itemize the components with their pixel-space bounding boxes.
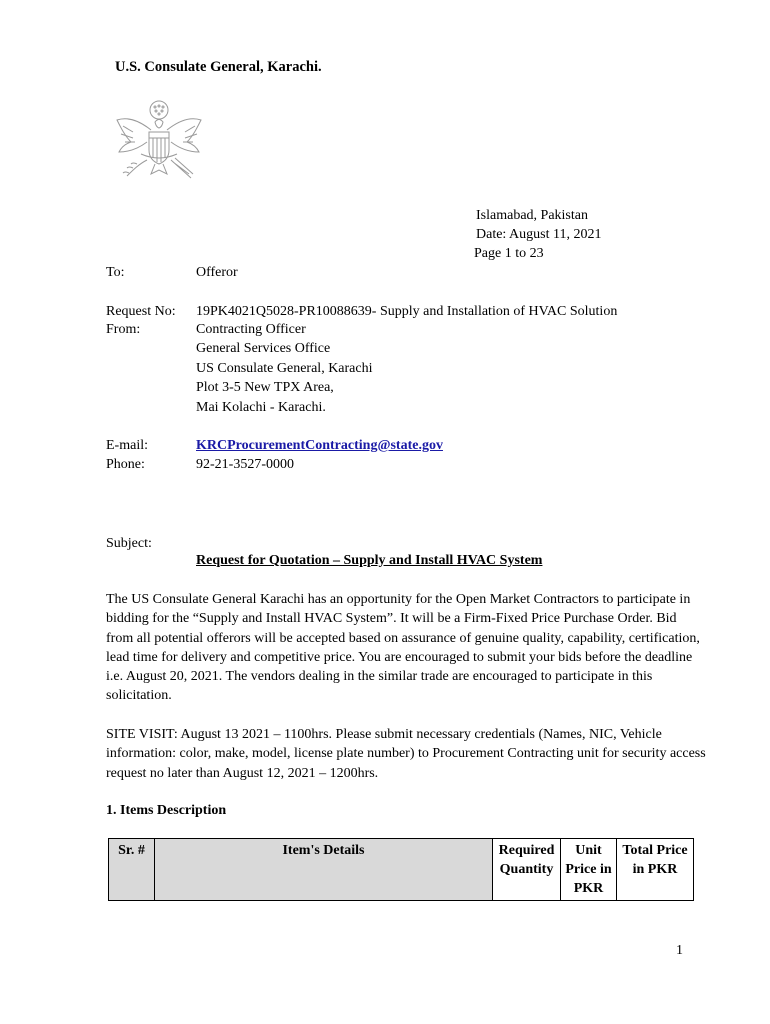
- table-header-sr: [109, 839, 155, 901]
- from-line: US Consulate General, Karachi: [196, 361, 373, 376]
- page-range: Page 1 to 23: [474, 246, 544, 261]
- header-line: Unit: [575, 843, 602, 858]
- subject-title: Request for Quotation – Supply and Install HVAC System: [196, 553, 543, 568]
- to-label: To:: [106, 265, 125, 280]
- header-line: in PKR: [632, 862, 678, 877]
- body-paragraph-intro: The US Consulate General Karachi has an opportunity for the Open Market Contractors to participate in bidding for the “Supply and Install HVAC System”. It will be a Firm-Fixed Price Purchase Order. Bid from all potential offerors will be accepted based on assurance of genuine quality, capability, certification, lead time for delivery and competitive price. You are encouraged to submit your bids before the deadline i.e. August 20, 2021. The vendors dealing in the similar trade are encouraged to participate in this solicitation.: [106, 592, 700, 704]
- phone-label: Phone:: [106, 457, 145, 472]
- table-header-unit-price: [561, 839, 617, 901]
- email-link[interactable]: KRCProcurementContracting@state.gov: [196, 438, 443, 453]
- location-city: Islamabad, Pakistan: [476, 208, 588, 223]
- header-line: PKR: [573, 881, 604, 896]
- table-header-details: [155, 839, 493, 901]
- request-number: 19PK4021Q5028-PR10088639- Supply and Installation of HVAC Solution: [196, 304, 618, 319]
- header-line: Sr. #: [118, 843, 145, 858]
- page-number: 1: [676, 943, 683, 958]
- to-value: Offeror: [196, 265, 238, 280]
- letter-date: Date: August 11, 2021: [476, 227, 602, 242]
- from-line: Plot 3-5 New TPX Area,: [196, 380, 334, 395]
- items-table: [108, 838, 694, 901]
- from-line: General Services Office: [196, 341, 331, 356]
- header-line: Item's Details: [282, 843, 365, 858]
- page-title: U.S. Consulate General, Karachi.: [115, 59, 322, 75]
- subject-label: Subject:: [106, 536, 152, 551]
- email-label: E-mail:: [106, 438, 148, 453]
- section-heading-items: 1. Items Description: [106, 803, 227, 818]
- from-label: From:: [106, 322, 141, 337]
- header-line: Price in: [565, 862, 612, 877]
- us-great-seal-icon: [111, 96, 207, 188]
- request-label: Request No:: [106, 304, 176, 319]
- table-header-row: [109, 839, 694, 901]
- from-line: Mai Kolachi - Karachi.: [196, 400, 326, 415]
- body-paragraph-site-visit: SITE VISIT: August 13 2021 – 1100hrs. Please submit necessary credentials (Names, NIC, Vehicle information: color, make, model, license plate number) to Procurement Contracting unit for security access request no later than August 12, 2021 – 1200hrs.: [106, 727, 706, 781]
- header-line: Required: [498, 843, 555, 858]
- header-line: Total Price: [622, 843, 688, 858]
- header-line: Quantity: [499, 862, 554, 877]
- table-header-total-price: [617, 839, 694, 901]
- table-header-quantity: [493, 839, 561, 901]
- phone-number: 92-21-3527-0000: [196, 457, 294, 472]
- from-line: Contracting Officer: [196, 322, 306, 337]
